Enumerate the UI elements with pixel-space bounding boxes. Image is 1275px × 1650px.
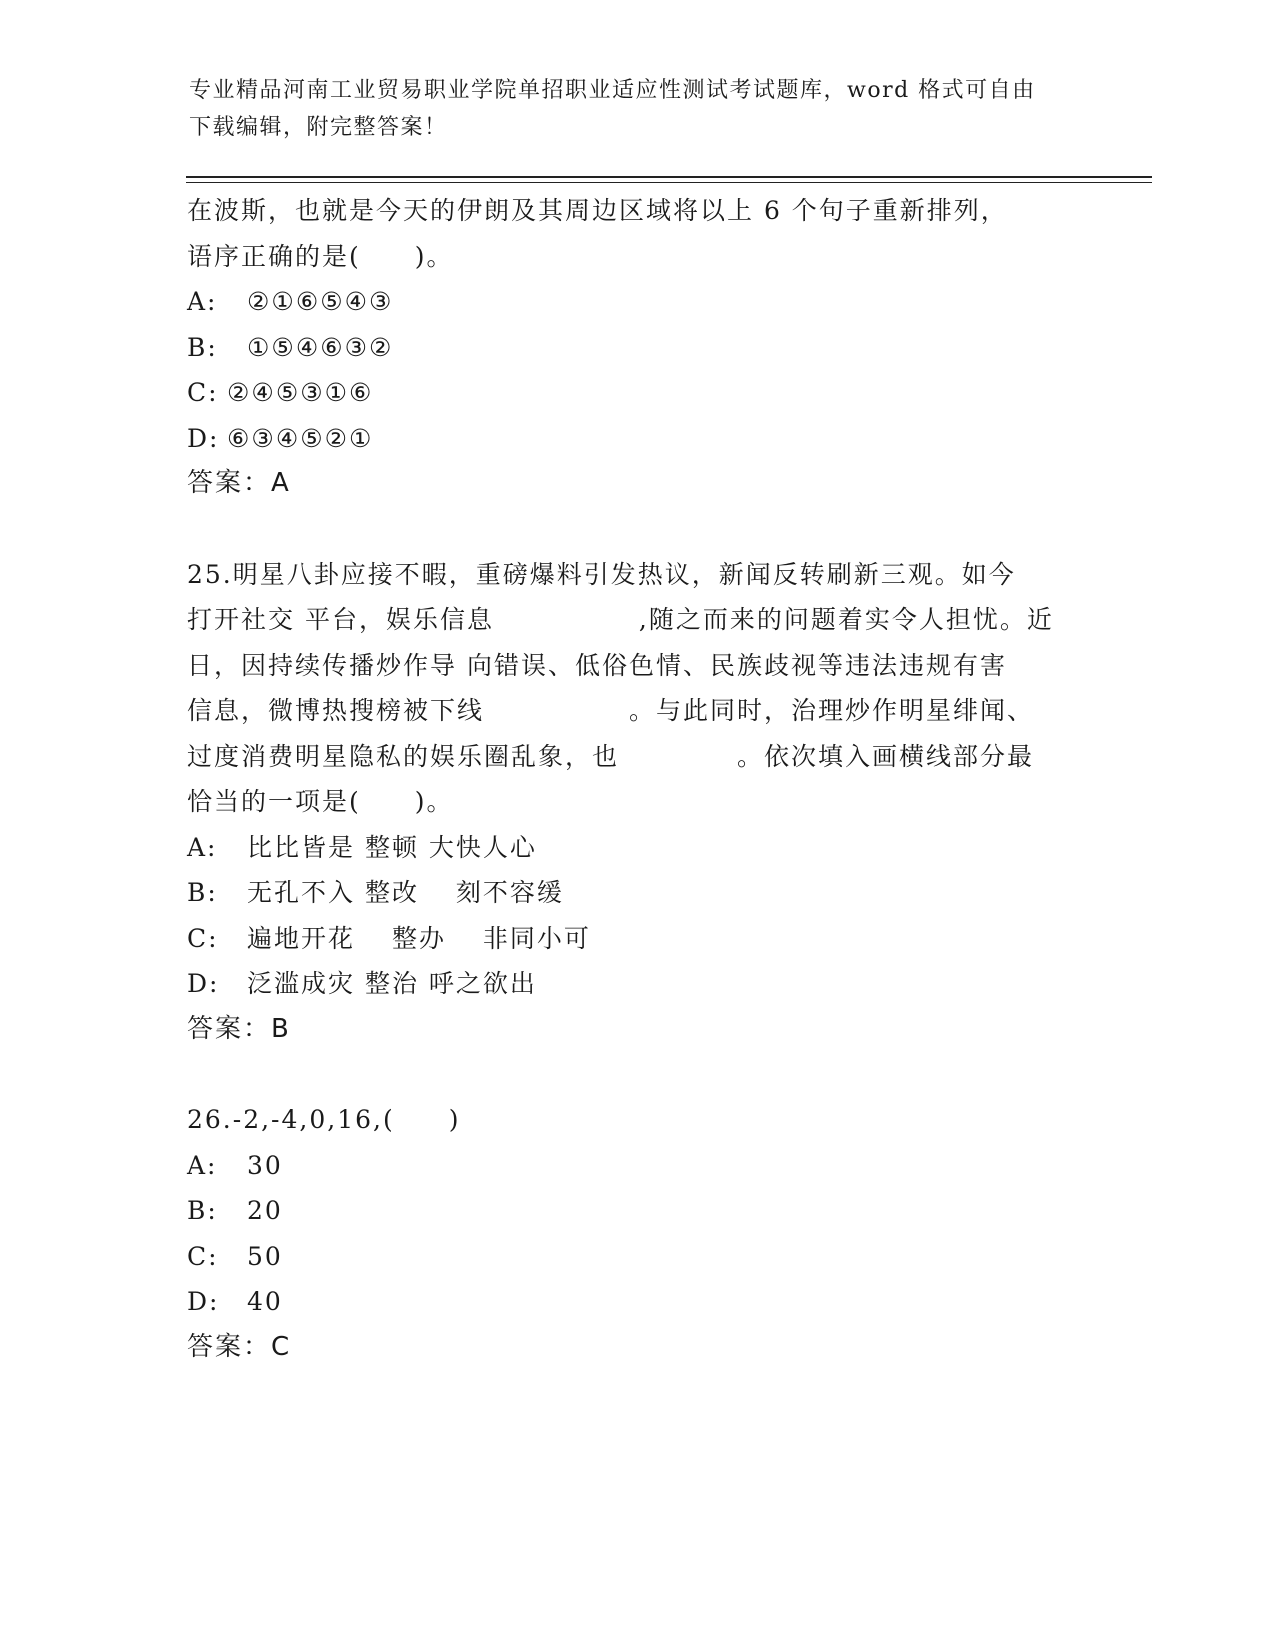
option-text: ②④⑤③①⑥: [227, 378, 374, 407]
option-label: A:: [187, 287, 218, 316]
question-stem-line: 过度消费明星隐私的娱乐圈乱象，也 。依次填入画横线部分最: [187, 741, 1034, 771]
option-text: 30: [247, 1150, 283, 1180]
option-text: ⑥③④⑤②①: [227, 423, 374, 453]
answer-line: 答案：B: [187, 1013, 291, 1044]
option-a: [187, 825, 1087, 871]
question-content: [187, 188, 1087, 1370]
option-d: [187, 416, 1087, 462]
option-label: B:: [187, 1196, 218, 1225]
option-label: A:: [187, 1150, 218, 1180]
option-text: ①⑤④⑥③②: [247, 332, 394, 362]
option-c: [187, 370, 1087, 416]
option-c: [187, 916, 1087, 962]
option-b: [187, 1188, 1087, 1234]
option-text: 20: [247, 1196, 283, 1225]
option-label: D:: [187, 1287, 220, 1316]
question-stem-line: 打开社交 平台，娱乐信息 ,随之而来的问题着实令人担忧。近: [187, 605, 1054, 634]
question-25: [187, 552, 1087, 1053]
option-text: 比比皆是 整顿 大快人心: [247, 832, 537, 862]
header-line-2: 下载编辑，附完整答案！: [189, 115, 448, 140]
header-divider-thick: [186, 176, 1152, 178]
option-c: [187, 1234, 1087, 1280]
option-label: C:: [187, 378, 219, 407]
option-text: 40: [247, 1287, 283, 1316]
header-line-1: 专业精品河南工业贸易职业学院单招职业适应性测试考试题库，word 格式可自由: [189, 78, 1036, 103]
option-label: B:: [187, 332, 218, 362]
option-text: 无孔不入 整改 刻不容缓: [247, 878, 564, 907]
question-stem-line: 日，因持续传播炒作导 向错误、低俗色情、民族歧视等违法违规有害: [187, 650, 1007, 680]
page-header: [189, 72, 1089, 146]
option-label: C:: [187, 1241, 219, 1271]
option-text: 遍地开花 整办 非同小可: [247, 923, 591, 953]
question-stem-line: 26.-2,-4,0,16,( ): [187, 1105, 461, 1134]
option-text: 泛滥成灾 整治 呼之欲出: [247, 969, 537, 998]
option-a: [187, 279, 1087, 325]
option-label: B:: [187, 878, 218, 907]
question-stem-line: 恰当的一项是( )。: [187, 787, 454, 816]
spacer: [187, 1052, 1087, 1097]
option-label: D:: [187, 423, 220, 453]
option-b: [187, 870, 1087, 916]
question-stem-line: 在波斯，也就是今天的伊朗及其周边区域将以上 6 个句子重新排列，: [187, 196, 1008, 225]
answer-line: 答案：C: [187, 1331, 292, 1362]
answer-line: 答案：A: [187, 468, 291, 498]
option-a: [187, 1143, 1087, 1189]
question-24: [187, 188, 1087, 507]
spacer: [187, 507, 1087, 552]
option-label: D:: [187, 969, 220, 998]
option-d: [187, 961, 1087, 1007]
question-26: [187, 1097, 1087, 1370]
option-text: ②①⑥⑤④③: [247, 287, 394, 316]
header-divider-thin: [186, 182, 1152, 183]
option-b: [187, 325, 1087, 371]
option-label: A:: [187, 832, 218, 862]
question-stem-line: 25.明星八卦应接不暇，重磅爆料引发热议，新闻反转刷新三观。如今: [187, 559, 1016, 589]
question-stem-line: 语序正确的是( )。: [187, 241, 454, 271]
option-d: [187, 1279, 1087, 1325]
option-label: C:: [187, 923, 219, 953]
option-text: 50: [247, 1241, 283, 1271]
question-stem-line: 信息，微博热搜榜被下线 。与此同时，治理炒作明星绯闻、: [187, 696, 1034, 725]
